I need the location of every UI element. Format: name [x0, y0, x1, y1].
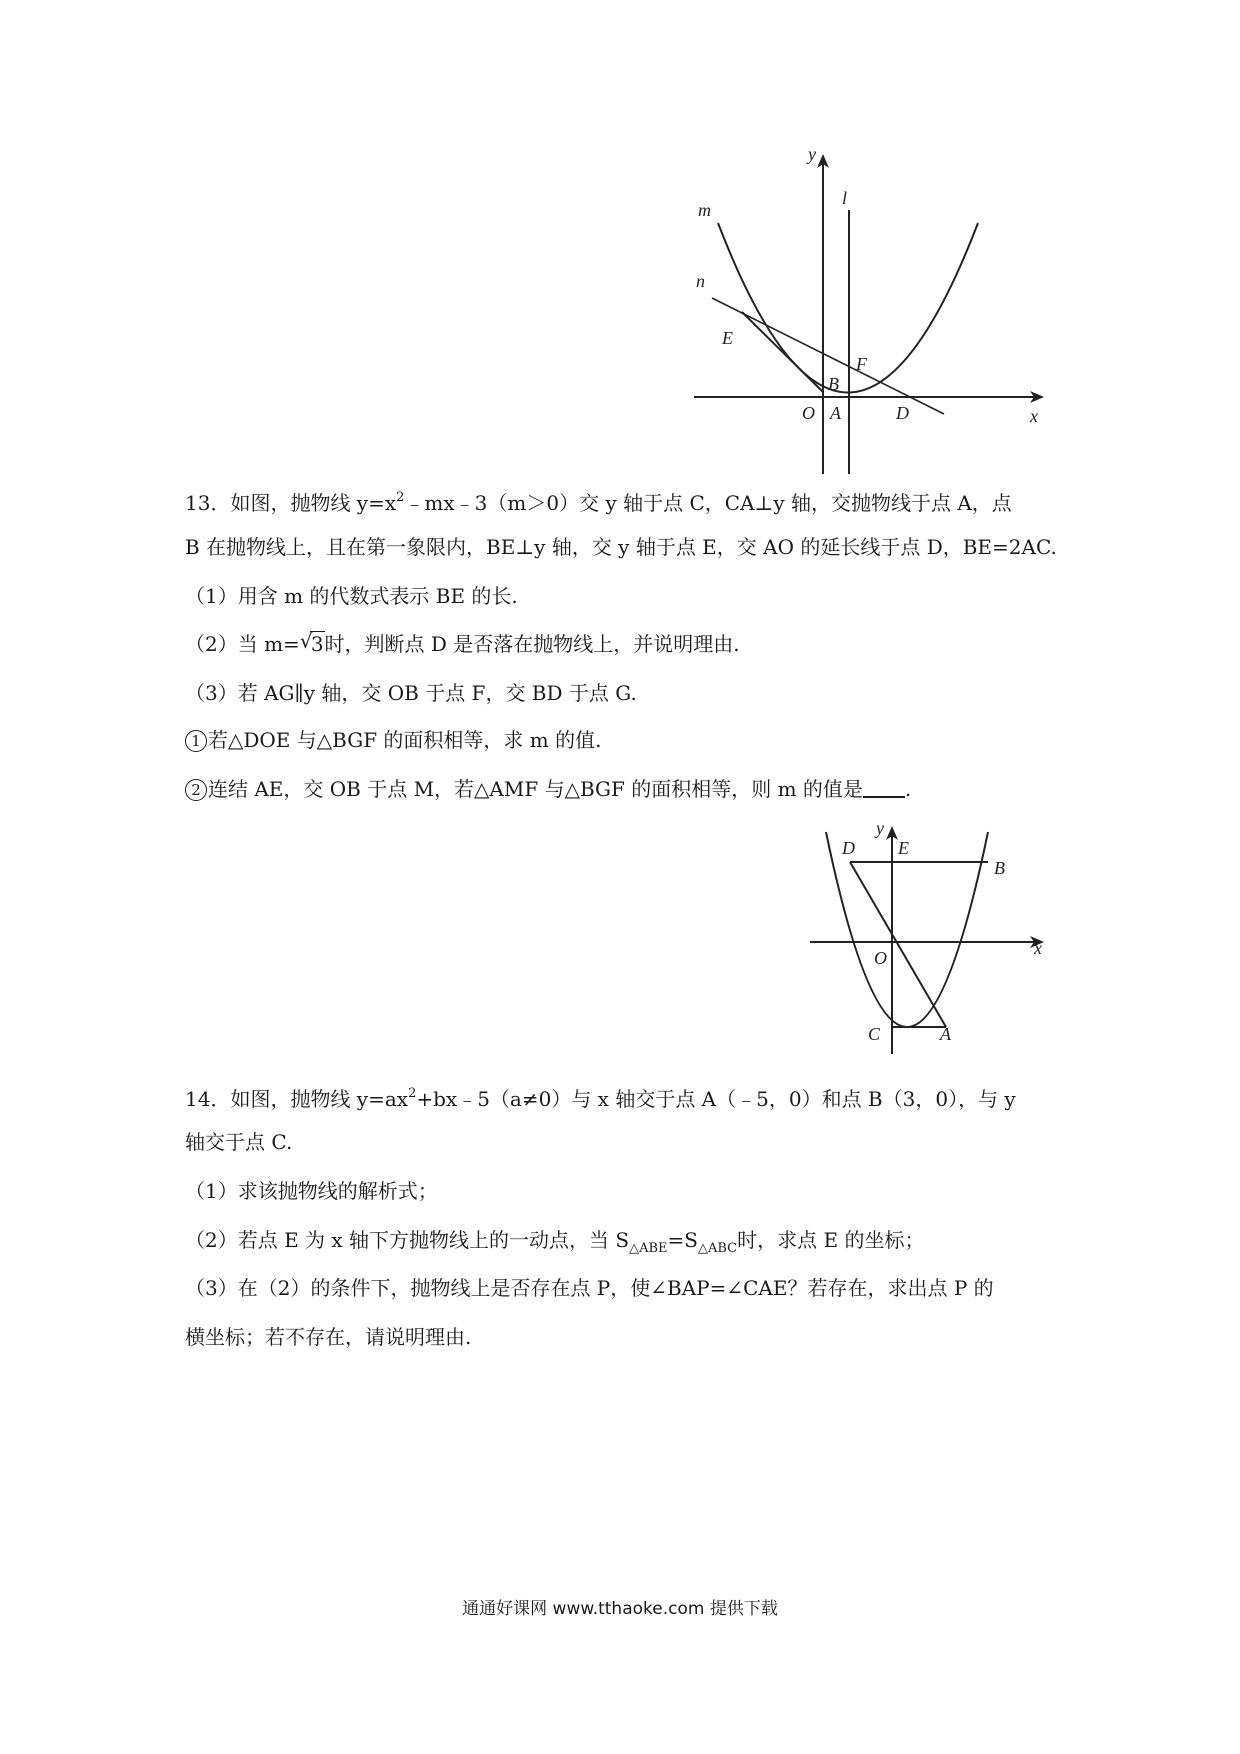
label-d: D: [842, 838, 855, 858]
q13-part-3: （3）若 AG∥y 轴，交 OB 于点 F，交 BD 于点 G.: [185, 681, 637, 705]
circled-number-1: 1: [185, 730, 207, 752]
q14-part-2-text-c: 时，求点 E 的坐标；: [737, 1228, 925, 1252]
q14-text-a: 14．如图，抛物线 y=ax: [185, 1087, 409, 1111]
q14-part-2: [185, 1226, 924, 1263]
q13-text-a: 13．如图，抛物线 y=x: [185, 491, 397, 515]
label-x: x: [1030, 406, 1038, 426]
label-e: E: [722, 328, 733, 348]
label-l: l: [842, 188, 848, 208]
q14-text-b: +bx﹣5（a≠0）与 x 轴交于点 A（﹣5，0）和点 B（3，0），与 y: [416, 1087, 1016, 1111]
circled-number-2: 2: [185, 779, 207, 801]
figure-2: [808, 820, 1052, 1056]
label-n: n: [696, 271, 705, 291]
label-x: x: [1034, 938, 1042, 958]
label-e: E: [898, 838, 909, 858]
figure-1: [690, 148, 1052, 476]
q13-part-2-text-b: 时，判断点 D 是否落在抛物线上，并说明理由.: [324, 632, 740, 656]
q13-exponent: 2: [396, 490, 405, 505]
figure-1-svg: [690, 148, 1052, 476]
q13-line-2: B 在抛物线上，且在第一象限内，BE⊥y 轴，交 y 轴于点 E，交 AO 的延长线于点 D，BE=2AC.: [185, 535, 1057, 559]
label-y: y: [808, 148, 816, 164]
q14-subscript-abe: △ABE: [629, 1241, 668, 1256]
q13-sub-1: [185, 726, 601, 754]
segment-da: [850, 862, 946, 1027]
label-o: O: [802, 403, 815, 423]
label-c: C: [868, 1024, 881, 1044]
q13-sub-2: [185, 775, 911, 803]
q14-part-3-line-1: （3）在（2）的条件下，抛物线上是否存在点 P，使∠BAP=∠CAE？若存在，求出点 P 的: [185, 1276, 994, 1300]
q13-sub-2-text: 连结 AE，交 OB 于点 M，若△AMF 与△BGF 的面积相等，则 m 的值是: [208, 777, 863, 801]
q13-text-b: ﹣mx﹣3（m＞0）交 y 轴于点 C，CA⊥y 轴，交抛物线于点 A，点: [404, 491, 1012, 515]
q13-part-2-text-a: （2）当 m=: [185, 632, 300, 656]
q14-part-2-text-a: （2）若点 E 为 x 轴下方抛物线上的一动点，当 S: [185, 1228, 630, 1252]
q14-part-2-text-b: =S: [667, 1228, 698, 1252]
q13-sub-2-end: .: [904, 777, 912, 801]
label-m: m: [698, 200, 711, 220]
label-b: B: [994, 858, 1005, 878]
q14-line-1: [185, 1080, 1016, 1113]
q13-sub-1-text: 若△DOE 与△BGF 的面积相等，求 m 的值.: [208, 728, 602, 752]
label-f: F: [856, 354, 867, 374]
label-a: A: [830, 403, 841, 423]
sqrt-3: [300, 630, 325, 658]
q14-exponent: 2: [408, 1086, 417, 1101]
segment-eb: [742, 312, 823, 392]
q13-line-1: [185, 484, 1012, 517]
q13-part-2: [185, 630, 740, 658]
label-a: A: [940, 1024, 951, 1044]
q14-part-1: （1）求该抛物线的解析式；: [185, 1179, 438, 1203]
label-o: O: [874, 948, 887, 968]
label-d: D: [896, 403, 909, 423]
radical-sign: √: [299, 629, 313, 653]
q14-line-2: 轴交于点 C.: [185, 1130, 293, 1154]
answer-blank: [863, 778, 905, 798]
page-footer: 通通好课网 www.tthaoke.com 提供下载: [462, 1599, 778, 1619]
figure-2-svg: [808, 820, 1052, 1056]
q14-subscript-abc: △ABC: [698, 1241, 738, 1256]
label-y: y: [876, 820, 884, 838]
q14-part-3-line-2: 横坐标；若不存在，请说明理由.: [185, 1325, 472, 1349]
q13-part-1: （1）用含 m 的代数式表示 BE 的长.: [185, 584, 518, 608]
radicand: 3: [310, 632, 324, 656]
label-b: B: [828, 374, 839, 394]
